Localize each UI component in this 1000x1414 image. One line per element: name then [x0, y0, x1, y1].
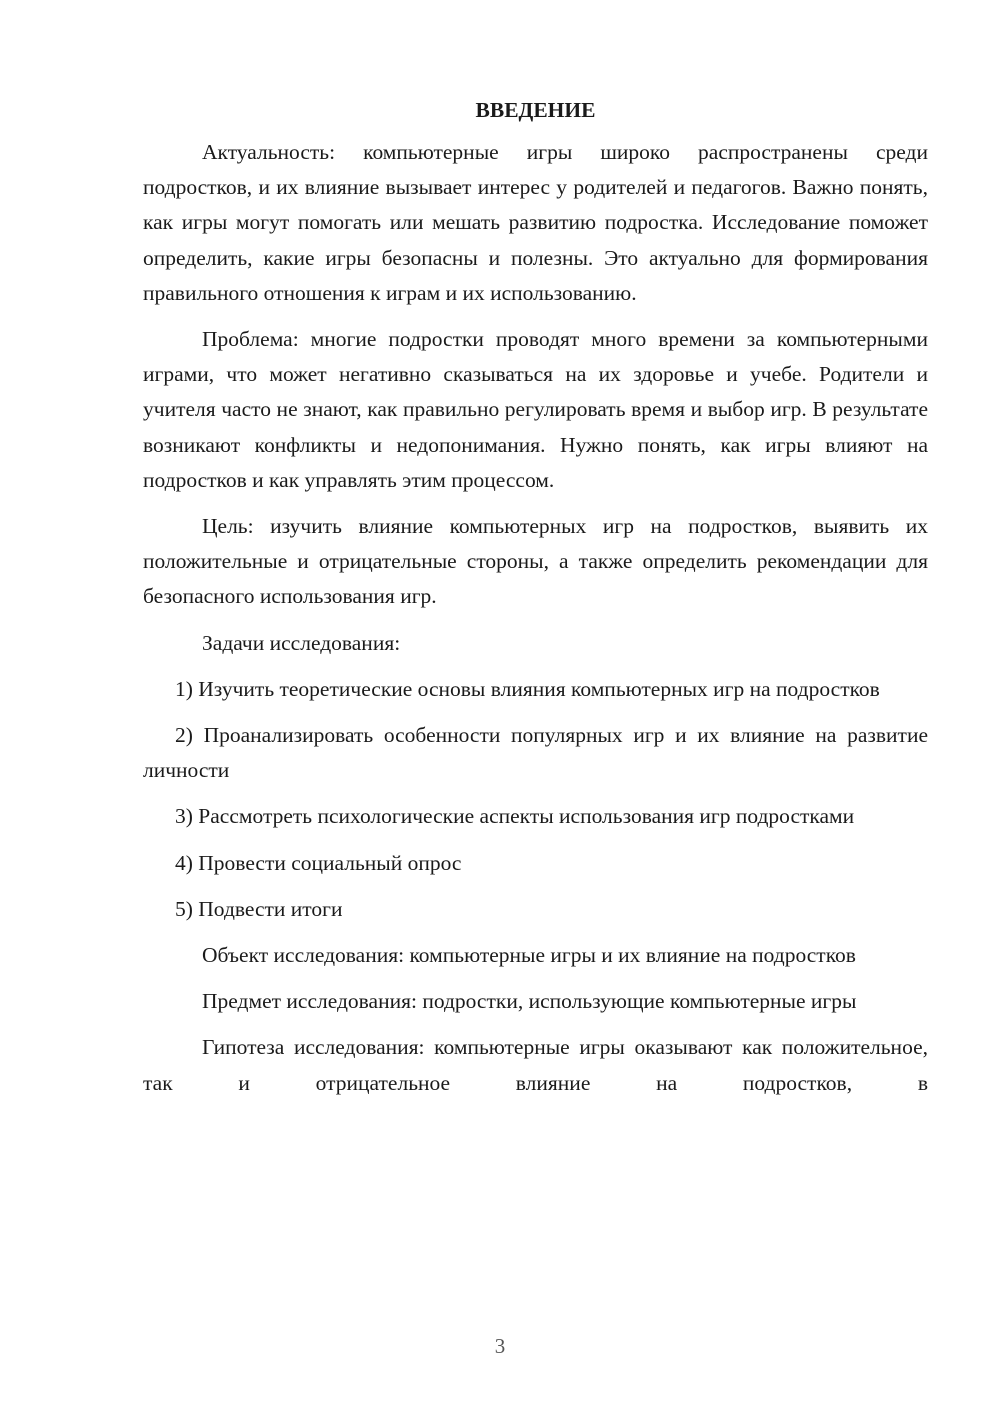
- subject-paragraph: Предмет исследования: подростки, использующие компьютерные игры: [202, 989, 857, 1014]
- page-number: 3: [494, 1334, 506, 1358]
- relevance-paragraph: Актуальность: компьютерные игры широко распространены среди подростков, и их влияние вызывает интерес у родителей и педагогов. Важно понять, как игры могут помогать или мешать развитию подростка. Исследование поможет определить, какие игры безопасны и полезны. Это актуально для формирования правильного отношения к играм и их использованию.: [143, 140, 928, 305]
- task-item: 1) Изучить теоретические основы влияния компьютерных игр на подростков: [175, 676, 880, 701]
- hypothesis-paragraph: Гипотеза исследования: компьютерные игры оказывают как положительное, так и отрицательное влияние на подростков, в: [143, 1035, 928, 1095]
- page-content: [143, 93, 928, 1101]
- task-item: 5) Подвести итоги: [175, 896, 343, 921]
- goal-paragraph: Цель: изучить влияние компьютерных игр на подростков, выявить их положительные и отрицательные стороны, а также определить рекомендации для безопасного использования игр.: [143, 514, 928, 609]
- object-paragraph: Объект исследования: компьютерные игры и их влияние на подростков: [202, 943, 856, 968]
- task-item: 2) Проанализировать особенности популярных игр и их влияние на развитие личности: [143, 723, 928, 783]
- page-heading: ВВЕДЕНИЕ: [475, 98, 596, 122]
- task-item: 3) Рассмотреть психологические аспекты использования игр подростками: [175, 804, 855, 829]
- task-item: 4) Провести социальный опрос: [175, 850, 462, 875]
- problem-paragraph: Проблема: многие подростки проводят много времени за компьютерными играми, что может негативно сказываться на их здоровье и учебе. Родители и учителя часто не знают, как правильно регулировать время и выбор игр. В результате возникают конфликты и недопонимания. Нужно понять, как игры влияют на подростков и как управлять этим процессом.: [143, 327, 928, 492]
- tasks-heading: Задачи исследования:: [202, 630, 401, 655]
